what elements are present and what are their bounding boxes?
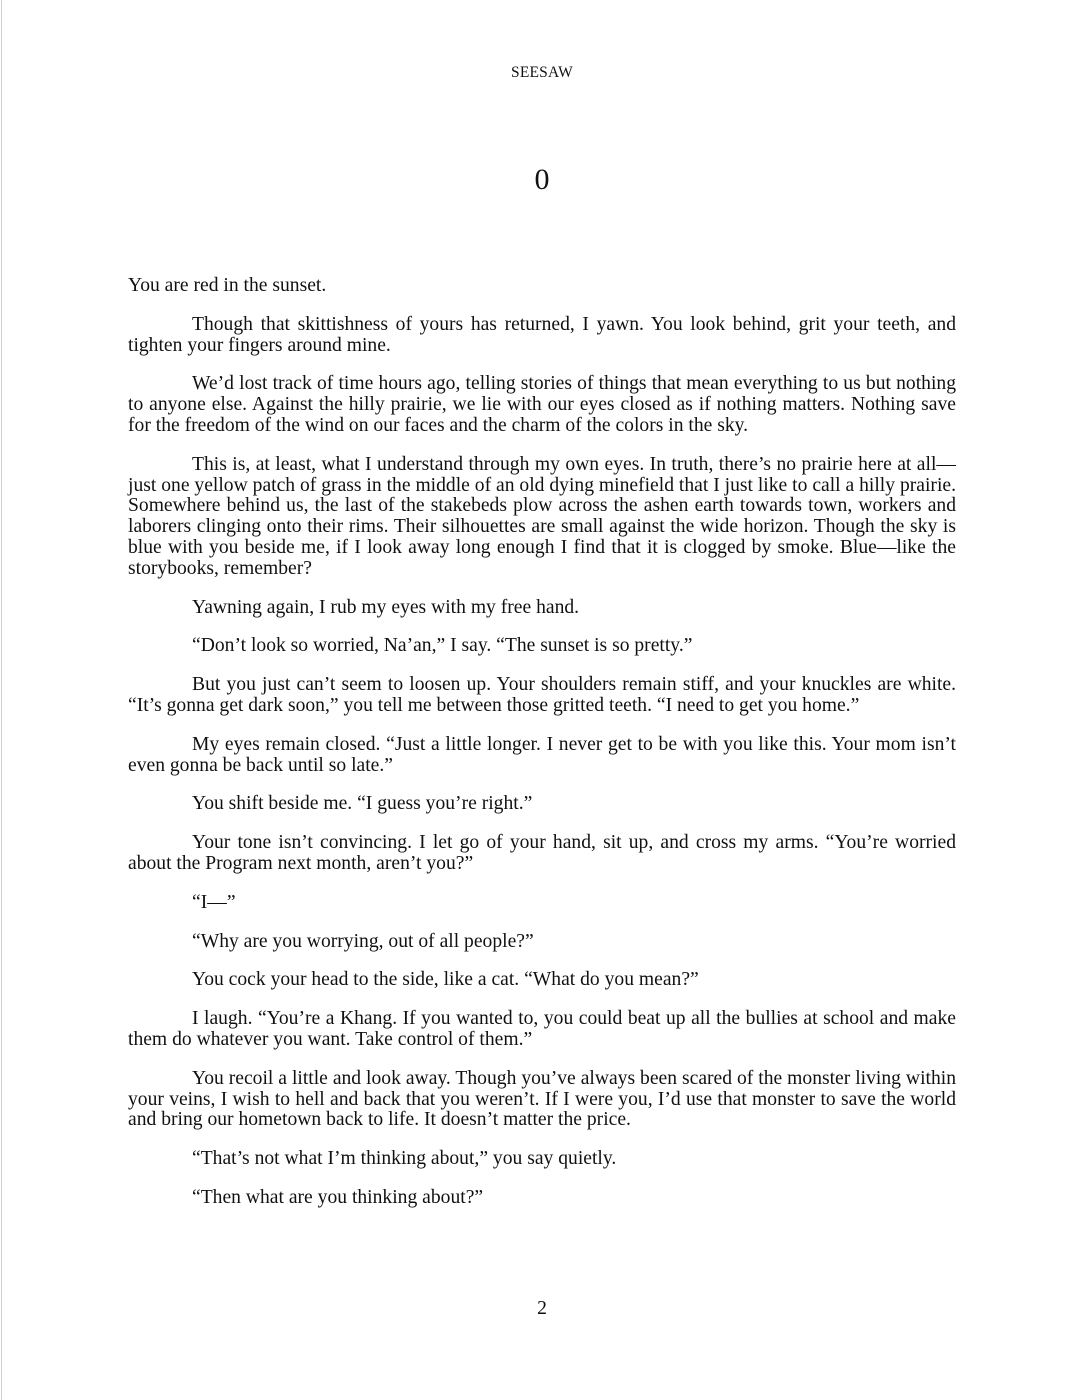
paragraph: Yawning again, I rub my eyes with my free hand. <box>192 596 580 618</box>
paragraph: You are red in the sunset. <box>128 275 327 296</box>
paragraph: But you just can’t seem to loosen up. Your shoulders remain stiff, and your knuckles are white. “It’s gonna get dark soon,” you tell me between those gritted teeth. “I need to get you home.” <box>128 674 956 716</box>
paragraph: You recoil a little and look away. Though you’ve always been scared of the monster living within your veins, I wish to hell and back that you weren’t. If I were you, I’d use that monster to save the world and bring our hometown back to life. It doesn’t matter the price. <box>128 1067 956 1131</box>
paragraph: “I—” <box>192 891 236 913</box>
paragraph: “That’s not what I’m thinking about,” you say quietly. <box>192 1148 617 1170</box>
paragraph: This is, at least, what I understand through my own eyes. In truth, there’s no prairie here at all—just one yellow patch of grass in the middle of an old dying minefield that I just like to call a hilly prairie. Somewhere behind us, the last of the stakebeds plow across the ashen earth towards town, workers and laborers clinging onto their rims. Their silhouettes are small against the wide horizon. Though the sky is blue with you beside me, if I look away long enough I find that it is clogged by smoke. Blue—like the storybooks, remember? <box>128 453 956 579</box>
page-border-line <box>1 0 2 1400</box>
paragraph: Though that skittishness of yours has returned, I yawn. You look behind, grit your teeth, and tighten your fingers around mine. <box>128 313 956 356</box>
running-header: SEESAW <box>511 64 573 81</box>
paragraph: My eyes remain closed. “Just a little longer. I never get to be with you like this. Your mom isn’t even gonna be back until so late.” <box>128 733 956 776</box>
chapter-number: 0 <box>534 163 550 196</box>
paragraph: You shift beside me. “I guess you’re right.” <box>192 793 533 815</box>
paragraph: “Then what are you thinking about?” <box>192 1186 484 1208</box>
paragraph: “Why are you worrying, out of all people?” <box>192 930 534 952</box>
paragraph: You cock your head to the side, like a cat. “What do you mean?” <box>192 969 699 991</box>
paragraph: I laugh. “You’re a Khang. If you wanted to, you could beat up all the bullies at school and make them do whatever you want. Take control of them.” <box>128 1008 956 1050</box>
paragraph: Your tone isn’t convincing. I let go of your hand, sit up, and cross my arms. “You’re worried about the Program next month, aren’t you?” <box>128 832 956 874</box>
body-text <box>128 276 956 1227</box>
page-number: 2 <box>537 1298 547 1319</box>
paragraph: “Don’t look so worried, Na’an,” I say. “The sunset is so pretty.” <box>192 635 693 657</box>
paragraph: We’d lost track of time hours ago, telling stories of things that mean everything to us but nothing to anyone else. Against the hilly prairie, we lie with our eyes closed as if nothing matters. Nothing save for the freedom of the wind on our faces and the charm of the colors in the sky. <box>128 373 956 436</box>
